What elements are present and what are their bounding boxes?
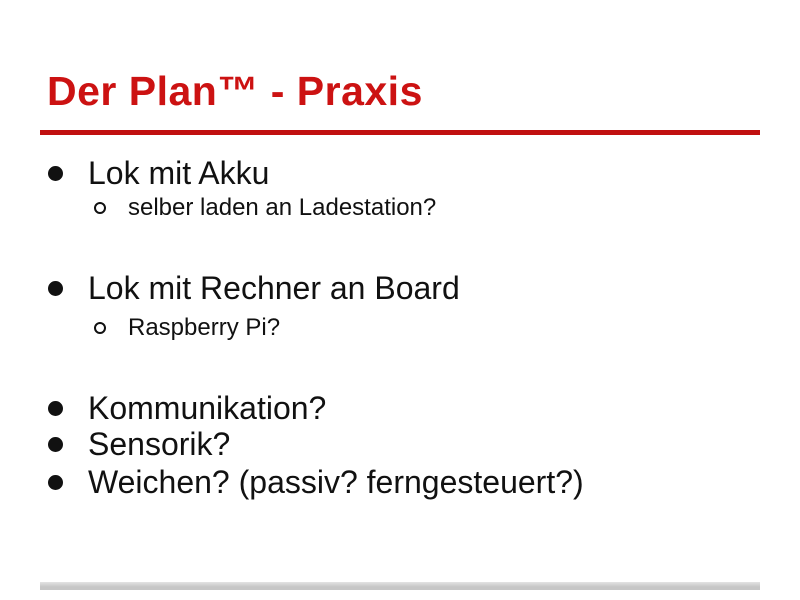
filled-circle-bullet-icon [48, 475, 63, 490]
bullet-text: Lok mit Rechner an Board [88, 269, 460, 306]
bullet-text: Sensorik? [88, 425, 231, 462]
filled-circle-bullet-icon [48, 401, 63, 416]
subbullet-item-selber-laden [0, 193, 436, 223]
footer-bar [40, 582, 760, 590]
filled-circle-bullet-icon [48, 437, 63, 452]
bullet-item-sensorik [0, 425, 230, 463]
slide-title: Der Plan™ - Praxis [47, 68, 423, 114]
bullet-text: Kommunikation? [88, 389, 327, 426]
bullet-item-lok-mit-akku [0, 154, 269, 192]
bullet-item-lok-mit-rechner [0, 269, 460, 307]
filled-circle-bullet-icon [48, 166, 63, 181]
bullet-text: Lok mit Akku [88, 154, 270, 191]
bullet-item-kommunikation [0, 389, 326, 427]
filled-circle-bullet-icon [48, 281, 63, 296]
subbullet-text: selber laden an Ladestation? [128, 194, 437, 221]
subbullet-text: Raspberry Pi? [128, 314, 281, 341]
subbullet-item-raspberry-pi [0, 313, 280, 343]
bullet-text: Weichen? (passiv? ferngesteuert?) [88, 463, 584, 500]
hollow-circle-bullet-icon [94, 202, 106, 214]
hollow-circle-bullet-icon [94, 322, 106, 334]
bullet-item-weichen [0, 463, 584, 501]
title-underline-rule [40, 130, 760, 135]
